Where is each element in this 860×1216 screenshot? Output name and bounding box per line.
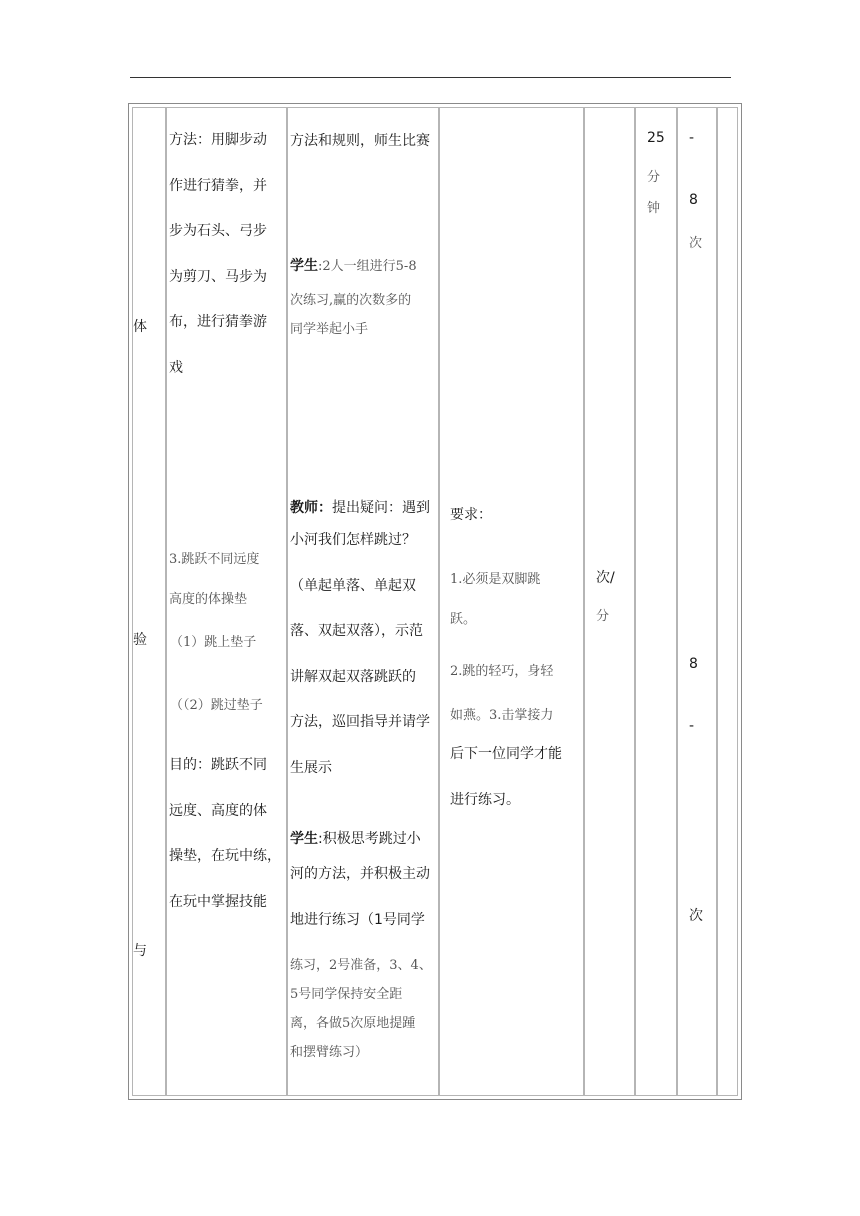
requirements-1: 1.必须是双脚跳 跃。 bbox=[450, 572, 541, 627]
methods-student2-serif: 练习，2号准备，3、4、 5号同学保持安全距 离，各做5次原地提踵 和摆臂练习） bbox=[290, 958, 432, 1060]
methods-student2: 学生:积极思考跳过小 bbox=[290, 831, 421, 847]
count-top-unit: 次 bbox=[689, 236, 703, 251]
content-item3: 3.跳跃不同远度 高度的体操垫 bbox=[169, 552, 260, 607]
content-sub2: （（2）跳过垫子 bbox=[170, 698, 263, 713]
content-method: 方法：用脚步动 作进行猜拳，并 步为石头、弓步 为剪刀、马步为 布，进行猜拳游 戏 bbox=[169, 132, 267, 376]
methods-rules: 方法和规则，师生比赛 bbox=[290, 133, 430, 149]
column-time bbox=[635, 107, 677, 1096]
methods-student1: 学生:2人一组进行5-8 bbox=[290, 258, 417, 274]
count-bottom-dash: - bbox=[689, 718, 695, 734]
header-rule bbox=[130, 77, 731, 78]
count-bottom-num: 8 bbox=[689, 656, 698, 672]
stage-char-2: 验 bbox=[133, 632, 147, 648]
column-density bbox=[584, 107, 635, 1096]
requirements-title: 要求： bbox=[450, 507, 492, 523]
count-top-num: 8 bbox=[689, 192, 698, 208]
time-unit: 分 钟 bbox=[647, 170, 661, 216]
density-unit-2: 分 bbox=[596, 609, 610, 624]
methods-teacher: 教师：提出疑问：遇到 bbox=[290, 500, 430, 516]
content-sub1: （1）跳上垫子 bbox=[170, 635, 257, 650]
methods-student2-lines: 河的方法，并积极主动 地进行练习（1号同学 bbox=[290, 866, 430, 928]
count-top-dash: - bbox=[689, 130, 695, 146]
stage-char-1: 体 bbox=[133, 319, 147, 335]
column-extra bbox=[717, 107, 738, 1096]
requirements-2: 2.跳的轻巧，身轻 如燕。3.击掌接力 bbox=[450, 664, 554, 723]
time-value: 25 bbox=[647, 130, 665, 146]
requirements-3: 后下一位同学才能 进行练习。 bbox=[450, 746, 562, 808]
methods-student1-more: 次练习,赢的次数多的 同学举起小手 bbox=[290, 293, 412, 337]
density-unit: 次/ bbox=[596, 570, 615, 586]
stage-char-3: 与 bbox=[133, 943, 147, 959]
count-bottom-unit: 次 bbox=[689, 908, 703, 924]
column-count bbox=[677, 107, 717, 1096]
methods-teacher-lines: 小河我们怎样跳过？ （单起单落、单起双 落、双起双落），示范 讲解双起双落跳跃的 方法，巡回指导并请学 生展示 bbox=[290, 532, 430, 776]
content-goal: 目的：跳跃不同 远度、高度的体 操垫，在玩中练， 在玩中掌握技能 bbox=[169, 757, 281, 910]
